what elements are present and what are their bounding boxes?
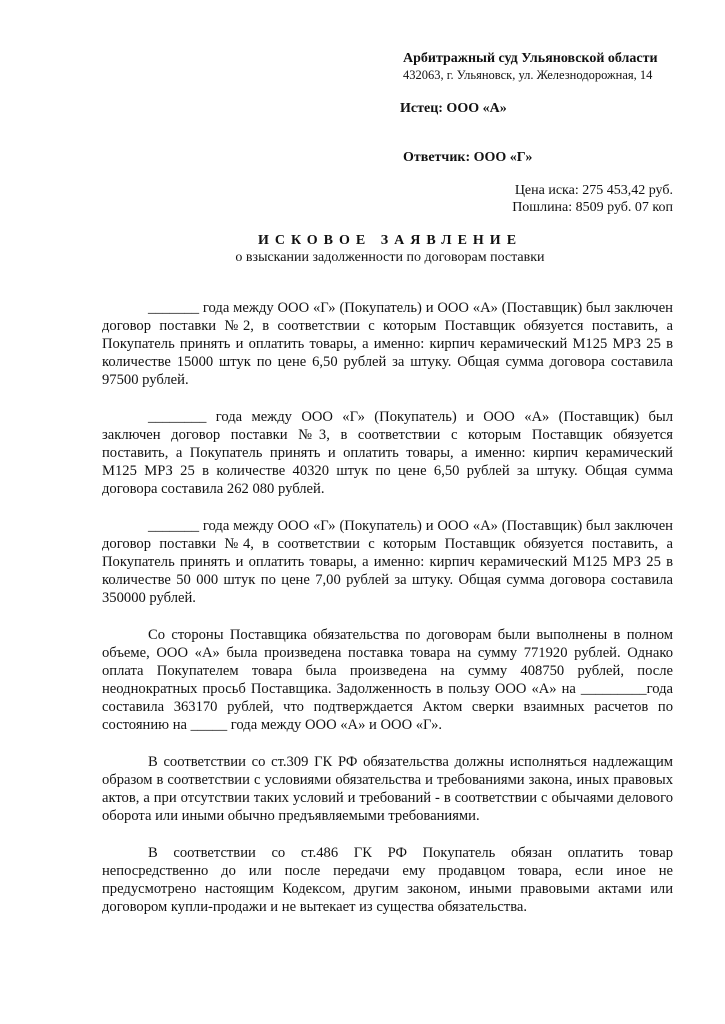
paragraph: Со стороны Поставщика обязательства по договорам были выполнены в полном объеме, ООО «А» была произведена поставка товара на сумму 771920 рублей. Однако оплата Покупателем товара была произведена на сумму 408750 рублей, после неоднократных просьб Поставщика. Задолженность в пользу ООО «А» на _________года составила 363170 рублей, что подтверждается Актом сверки взаимных расчетов по состоянию на _____ года между ООО «А» и ООО «Г». <box>102 627 673 733</box>
document-title: ИСКОВОЕ ЗАЯВЛЕНИЕ <box>257 233 523 248</box>
paragraph: ________ года между ООО «Г» (Покупатель) и ООО «А» (Поставщик) был заключен договор поставки №3, в соответствии с которым Поставщик обязуется поставить, а Покупатель принять и оплатить товары, а именно: кирпич керамический М125 МРЗ 25 в количестве 40320 штук по цене 6,50 рублей за штуку. Общая сумма договора составила 262 080 рублей. <box>102 409 673 497</box>
court-address: 432063, г. Ульяновск, ул. Железнодорожная, 14 <box>403 68 653 82</box>
document-subtitle: о взыскании задолженности по договорам поставки <box>235 250 545 265</box>
paragraph: В соответствии со ст.486 ГК РФ Покупатель обязан оплатить товар непосредственно до или после передачи ему продавцом товара, если иное не предусмотрено настоящим Кодексом, другим законом, иными правовыми актами или договором купли-продажи и не вытекает из существа обязательства. <box>102 845 673 915</box>
claim-price: Цена иска: 275 453,42 руб. <box>514 183 673 198</box>
document-body <box>102 299 673 935</box>
paragraph: В соответствии со ст.309 ГК РФ обязательства должны исполняться надлежащим образом в соответствии с условиями обязательства и требованиями закона, иных правовых актов, а при отсутствии таких условий и требований - в соответствии с обычаями делового оборота или иными обычно предъявляемыми требованиями. <box>102 754 673 824</box>
state-duty: Пошлина: 8509 руб. 07 коп <box>512 200 673 215</box>
paragraph: _______ года между ООО «Г» (Покупатель) и ООО «А» (Поставщик) был заключен договор поставки №4, в соответствии с которым Поставщик обязуется поставить, а Покупатель принять и оплатить товары, а именно: кирпич керамический М125 МРЗ 25 в количестве 50 000 штук по цене 7,00 рублей за штуку. Общая сумма договора составила 350000 рублей. <box>102 518 673 606</box>
defendant: Ответчик: ООО «Г» <box>403 150 533 165</box>
court-name: Арбитражный суд Ульяновской области <box>403 51 658 66</box>
plaintiff: Истец: ООО «А» <box>400 101 507 116</box>
paragraph: _______ года между ООО «Г» (Покупатель) и ООО «А» (Поставщик) был заключен договор поставки №2, в соответствии с которым Поставщик обязуется поставить, а Покупатель принять и оплатить товары, а именно: кирпич керамический М125 МРЗ 25 в количестве 15000 штук по цене 6,50 рублей за штуку. Общая сумма договора составила 97500 рублей. <box>102 300 673 388</box>
